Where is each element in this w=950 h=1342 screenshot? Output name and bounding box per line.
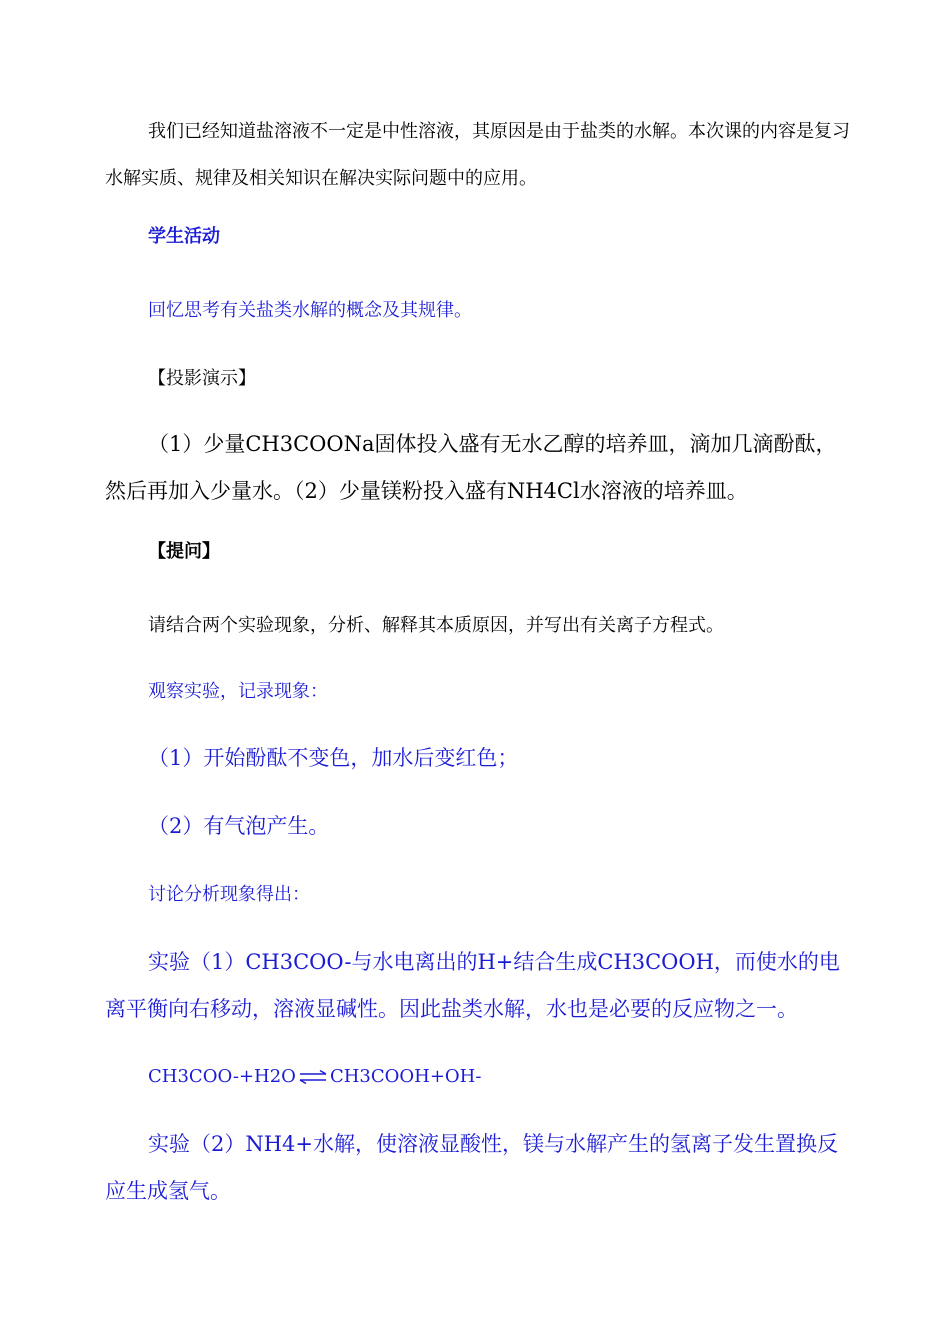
- student-activity-heading: 学生活动: [148, 226, 220, 247]
- observation-1: （1）开始酚酞不变色，加水后变红色；: [148, 746, 519, 770]
- experiments-paragraph: （1）少量CH3COONa固体投入盛有无水乙醇的培养皿，滴加几滴酚酞，然后再加入少量水。（2）少量镁粉投入盛有NH4Cl水溶液的培养皿。: [105, 432, 837, 503]
- question-heading: 【提问】: [148, 541, 220, 562]
- projection-heading: 【投影演示】: [148, 368, 256, 389]
- equation-left: CH3COO-+H2O: [148, 1066, 296, 1087]
- equation-right: CH3COOH+OH-: [329, 1066, 482, 1087]
- observe-paragraph: 观察实验，记录现象：: [148, 681, 328, 702]
- recall-paragraph: 回忆思考有关盐类水解的概念及其规律。: [148, 300, 472, 321]
- hydrolysis-equation: [105, 1053, 850, 1100]
- experiment-2-analysis: 实验（2）NH4+水解，使溶液显酸性，镁与水解产生的氢离子发生置换反应生成氢气。: [105, 1132, 839, 1203]
- intro-paragraph: 我们已经知道盐溶液不一定是中性溶液，其原因是由于盐类的水解。本次课的内容是复习水解实质、规律及相关知识在解决实际问题中的应用。: [105, 121, 850, 189]
- question-paragraph: 请结合两个实验现象，分析、解释其本质原因，并写出有关离子方程式。: [148, 615, 724, 636]
- experiment-1-analysis: 实验（1）CH3COO-与水电离出的H+结合生成CH3COOH，而使水的电离平衡向右移动，溶液显碱性。因此盐类水解，水也是必要的反应物之一。: [105, 950, 840, 1021]
- equilibrium-arrow-icon: [298, 1070, 328, 1084]
- discuss-paragraph: 讨论分析现象得出：: [148, 884, 310, 905]
- observation-2: （2）有气泡产生。: [148, 814, 330, 838]
